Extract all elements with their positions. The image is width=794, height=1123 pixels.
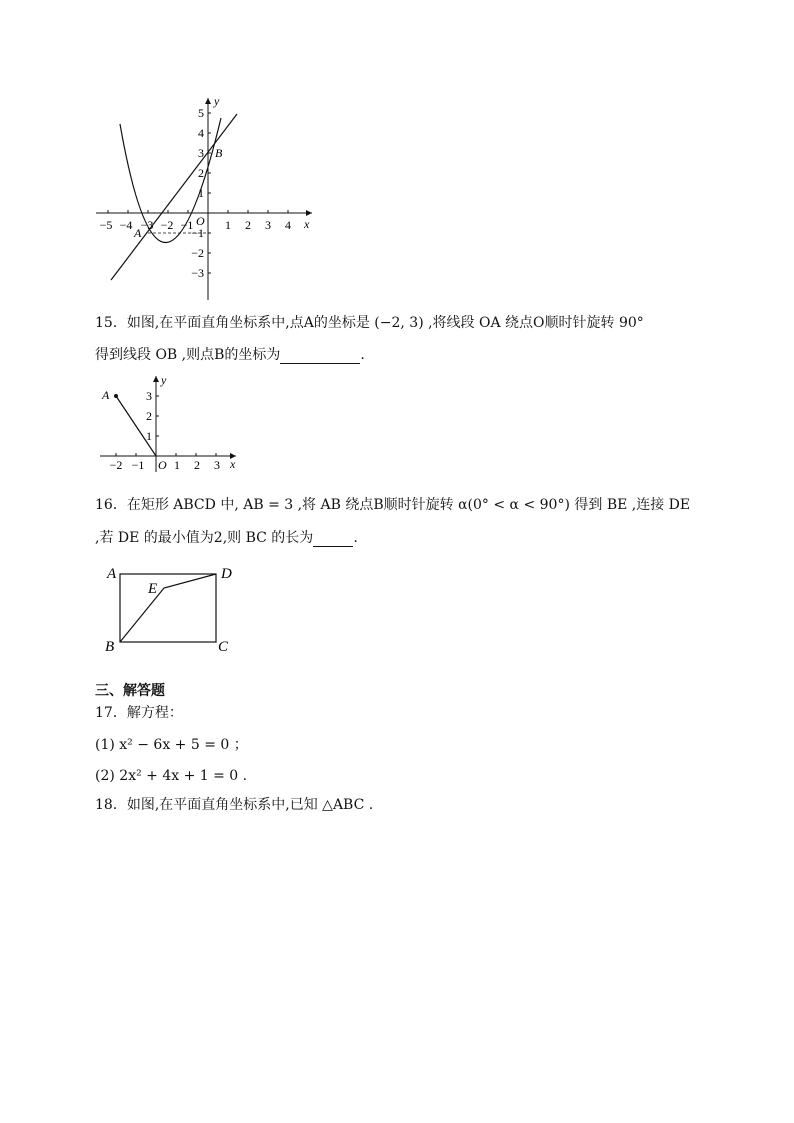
segment-oa bbox=[116, 396, 156, 456]
point-a-label: A bbox=[102, 388, 110, 402]
origin-label: O bbox=[158, 458, 167, 472]
question-number: 17． bbox=[95, 705, 127, 721]
y-tick-label: −3 bbox=[191, 266, 204, 280]
question-number: 18． bbox=[95, 797, 127, 813]
y-tick-label: 3 bbox=[198, 146, 204, 160]
x-tick-label: −5 bbox=[99, 218, 113, 232]
path-b-e-d bbox=[120, 574, 216, 642]
x-tick-label: 3 bbox=[265, 218, 271, 232]
question-text: 得到线段 OB ,则点B的坐标为 bbox=[95, 347, 281, 363]
question-text: 解方程： bbox=[126, 705, 183, 721]
question-text: 如图,在平面直角坐标系中,已知 △ABC . bbox=[126, 797, 374, 813]
y-tick-label: 4 bbox=[198, 126, 204, 140]
answer-blank[interactable] bbox=[280, 349, 360, 364]
figure-parabola-line bbox=[90, 92, 325, 307]
question-16-line2 bbox=[95, 529, 358, 547]
question-number: 16． bbox=[95, 497, 127, 513]
vertex-c-label: C bbox=[218, 639, 229, 655]
answer-blank[interactable] bbox=[313, 532, 353, 547]
question-text: ,若 DE 的最小值为2,则 BC 的长为 bbox=[95, 530, 314, 546]
question-number: 15． bbox=[95, 315, 127, 331]
origin-label: O bbox=[196, 214, 205, 228]
vertex-d-label: D bbox=[221, 566, 232, 582]
vertex-b-label: B bbox=[105, 639, 115, 655]
question-text-end: . bbox=[353, 530, 358, 546]
x-tick-label: −1 bbox=[131, 458, 145, 472]
y-tick-label: 1 bbox=[198, 186, 204, 200]
question-text: 如图,在平面直角坐标系中,点A的坐标是 (−2, 3) ,将线段 OA 绕点O顺时针旋转 90° bbox=[126, 315, 644, 331]
x-axis-label: x bbox=[230, 457, 236, 471]
y-tick-label: −2 bbox=[191, 246, 204, 260]
x-tick-label: 3 bbox=[214, 458, 220, 472]
question-text-end: . bbox=[360, 347, 365, 363]
x-tick-label: −1 bbox=[180, 218, 194, 232]
point-a-label: A bbox=[134, 226, 142, 240]
question-text: 在矩形 ABCD 中, AB = 3 ,将 AB 绕点B顺时针旋转 α(0° < α < 90°) 得到 BE ,连接 DE bbox=[126, 497, 691, 513]
x-tick-label: 1 bbox=[225, 218, 231, 232]
point-e-label: E bbox=[148, 581, 158, 597]
question-17-item-2: (2) 2x² + 4x + 1 = 0 . bbox=[95, 768, 248, 784]
rectangle-abcd bbox=[120, 574, 216, 642]
question-15-line2 bbox=[95, 346, 365, 364]
line-ab bbox=[111, 114, 237, 280]
point-b-label: B bbox=[215, 146, 223, 160]
figure-rectangle-abcd bbox=[100, 560, 240, 658]
x-tick-label: −2 bbox=[160, 218, 174, 232]
y-axis-label: y bbox=[161, 373, 167, 387]
x-tick-label: 4 bbox=[285, 218, 291, 232]
x-tick-label: −2 bbox=[109, 458, 123, 472]
x-tick-label: 2 bbox=[194, 458, 200, 472]
figure-segment-oa bbox=[96, 372, 246, 477]
y-tick-label: −1 bbox=[191, 226, 204, 240]
x-tick-label: −3 bbox=[140, 218, 154, 232]
vertex-a-label: A bbox=[107, 566, 117, 582]
y-tick-label: 3 bbox=[146, 389, 152, 403]
point-a-dot bbox=[114, 394, 118, 398]
y-axis-label: y bbox=[214, 94, 220, 108]
question-18 bbox=[95, 796, 373, 814]
y-tick-label: 2 bbox=[146, 409, 152, 423]
x-axis-label: x bbox=[304, 217, 310, 231]
y-tick-label: 1 bbox=[146, 429, 152, 443]
section-heading: 三、解答题 bbox=[95, 683, 165, 699]
question-17-item-1: (1) x² − 6x + 5 = 0 ； bbox=[95, 737, 248, 753]
x-tick-label: 2 bbox=[245, 218, 251, 232]
y-tick-label: 5 bbox=[198, 106, 204, 120]
question-16-line1 bbox=[95, 496, 690, 514]
question-17 bbox=[95, 704, 183, 722]
question-15-line1 bbox=[95, 314, 644, 332]
x-tick-label: 1 bbox=[174, 458, 180, 472]
x-tick-label: −4 bbox=[119, 218, 133, 232]
y-tick-label: 2 bbox=[198, 166, 204, 180]
